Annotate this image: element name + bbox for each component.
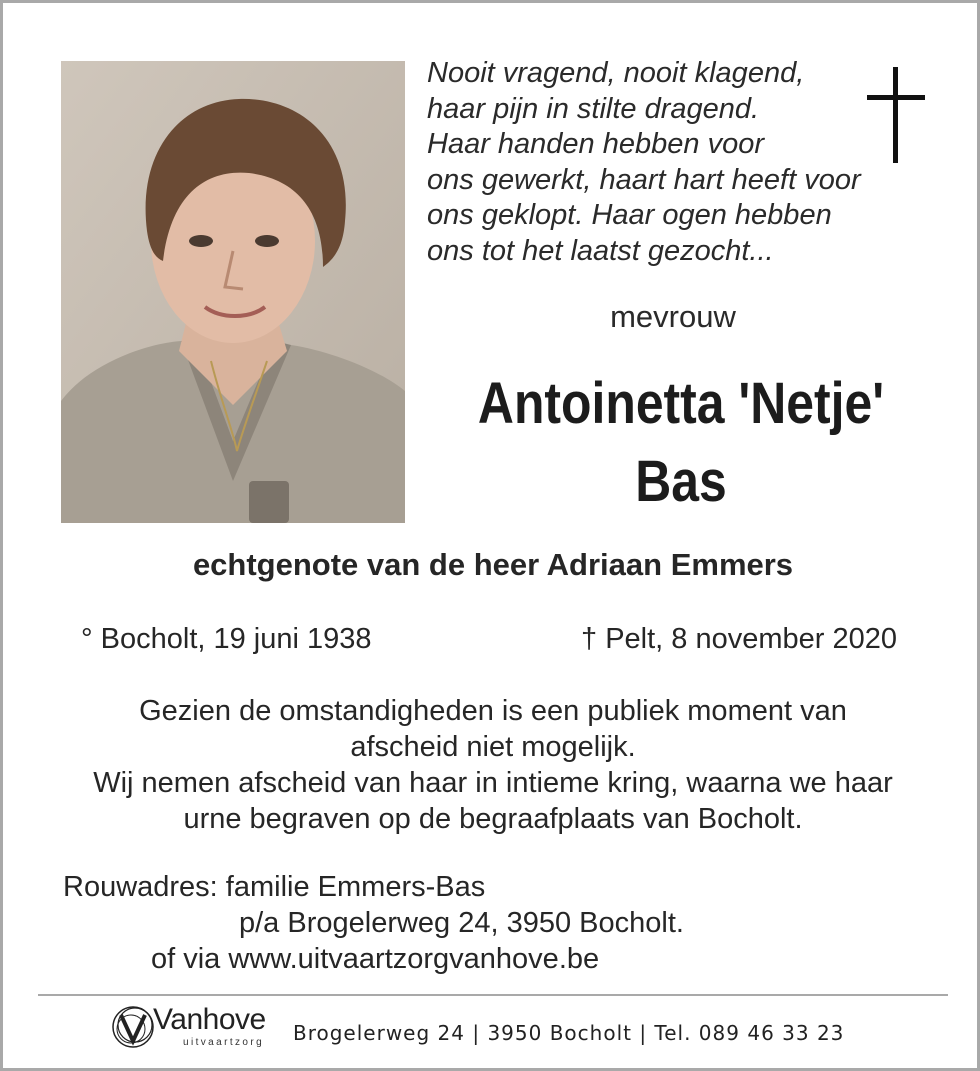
footer-divider [38,994,948,996]
portrait-photo [61,61,405,523]
vanhove-logo [109,1001,284,1053]
notice-line: Gezien de omstandigheden is een publiek moment van [139,695,847,727]
poem-line: ons gewerkt, haart hart heeft voor [427,163,861,196]
birth-info: ° Bocholt, 19 juni 1938 [81,623,372,655]
name-line-2: Bas [635,449,727,514]
poem-line: haar pijn in stilte dragend. [427,92,760,125]
notice-line: Wij nemen afscheid van haar in intieme kring, waarna we haar [93,767,893,799]
honorific: mevrouw [610,299,736,334]
spouse-line: echtgenote van de heer Adriaan Emmers [192,547,794,582]
poem [427,56,897,269]
funeral-home-contact: Brogelerweg 24 | 3950 Bocholt | Tel. 089 46 33 23 [293,1021,845,1045]
notice-line: afscheid niet mogelijk. [350,731,636,763]
website-link[interactable]: of via www.uitvaartzorgvanhove.be [151,943,600,975]
poem-line: ons geklopt. Haar ogen hebben [427,199,832,231]
death-info: † Pelt, 8 november 2020 [581,623,897,655]
logo-tagline: uitvaartzorg [183,1037,265,1048]
mourning-address: Rouwadres: familie Emmers-Bas [63,871,486,903]
deceased-name [449,365,913,521]
mourning-address-street: p/a Brogelerweg 24, 3950 Bocholt. [239,907,684,939]
poem-line: ons tot het laatst gezocht... [427,234,774,267]
poem-line: Nooit vragend, nooit klagend, [427,57,805,89]
logo-wordmark: Vanhove [153,1003,266,1036]
name-line-1: Antoinetta 'Netje' [477,371,885,436]
notice-line: urne begraven op de begraafplaats van Bocholt. [183,803,803,835]
cross-icon [867,67,925,163]
poem-line: Haar handen hebben voor [427,128,764,160]
ceremony-notice [43,693,943,837]
